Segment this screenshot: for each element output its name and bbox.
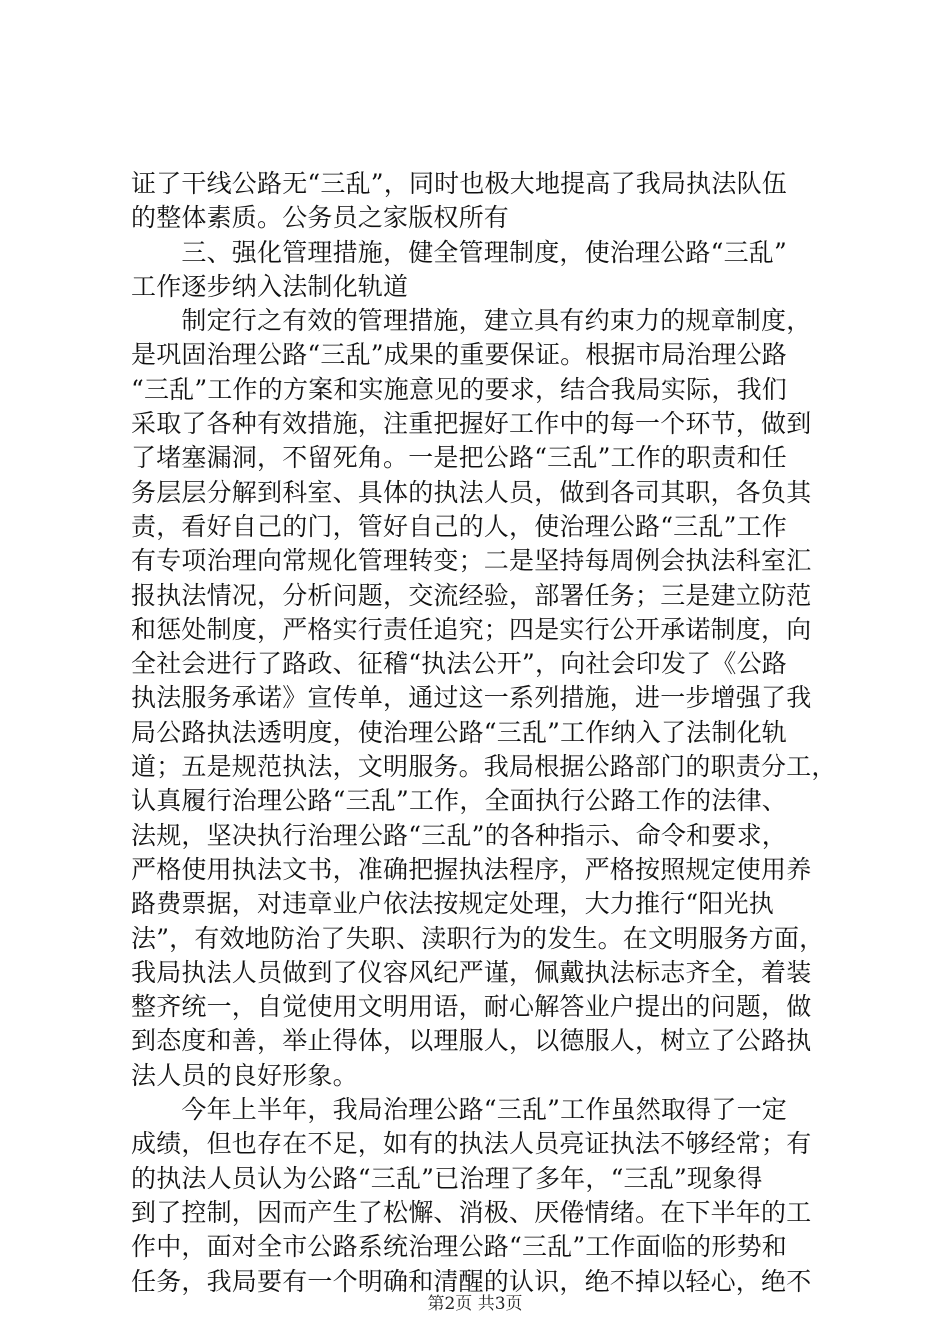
section-heading-line: 三、强化管理措施，健全管理制度，使治理公路“三乱” bbox=[131, 237, 787, 267]
text-line: 局公路执法透明度，使治理公路“三乱”工作纳入了法制化轨 bbox=[131, 717, 787, 747]
text-line: 的执法人员认为公路“三乱”已治理了多年，“三乱”现象得 bbox=[131, 1163, 763, 1193]
body-text bbox=[131, 167, 837, 1299]
text-line: 今年上半年，我局治理公路“三乱”工作虽然取得了一定 bbox=[131, 1095, 787, 1125]
text-line: 严格使用执法文书，准确把握执法程序，严格按照规定使用养 bbox=[131, 854, 812, 884]
text-line: 作中，面对全市公路系统治理公路“三乱”工作面临的形势和 bbox=[131, 1232, 787, 1262]
text-line: 整齐统一，自觉使用文明用语，耐心解答业户提出的问题，做 bbox=[131, 992, 812, 1022]
text-line: 制定行之有效的管理措施，建立具有约束力的规章制度， bbox=[131, 306, 812, 336]
text-line: 采取了各种有效措施，注重把握好工作中的每一个环节，做到 bbox=[131, 409, 812, 439]
text-line: 到态度和善，举止得体，以理服人，以德服人，树立了公路执 bbox=[131, 1026, 812, 1056]
text-line: 报执法情况，分析问题，交流经验，部署任务；三是建立防范 bbox=[131, 580, 812, 610]
text-line: 全社会进行了路政、征稽“执法公开”，向社会印发了《公路 bbox=[131, 649, 787, 679]
page-number-footer: 第2页 共3页 bbox=[427, 1294, 523, 1314]
text-line: 路费票据，对违章业户依法按规定处理，大力推行“阳光执 bbox=[131, 889, 774, 919]
text-line: 我局执法人员做到了仪容风纪严谨，佩戴执法标志齐全，着装 bbox=[131, 957, 812, 987]
text-line: 认真履行治理公路“三乱”工作，全面执行公路工作的法律、 bbox=[131, 786, 787, 816]
text-line: 证了干线公路无“三乱”，同时也极大地提高了我局执法队伍 bbox=[131, 169, 787, 198]
text-line: 法规，坚决执行治理公路“三乱”的各种指示、命令和要求， bbox=[131, 820, 787, 850]
text-line: 和惩处制度，严格实行责任追究；四是实行公开承诺制度，向 bbox=[131, 614, 812, 644]
text-line: 执法服务承诺》宣传单，通过这一系列措施，进一步增强了我 bbox=[131, 683, 812, 713]
text-line: “三乱”工作的方案和实施意见的要求，结合我局实际，我们 bbox=[131, 374, 787, 404]
text-line: 到了控制，因而产生了松懈、消极、厌倦情绪。在下半年的工 bbox=[131, 1197, 812, 1227]
text-line: 法人员的良好形象。 bbox=[131, 1060, 358, 1090]
text-line: 责，看好自己的门，管好自己的人，使治理公路“三乱”工作 bbox=[131, 511, 787, 541]
text-line: 任务，我局要有一个明确和清醒的认识，绝不掉以轻心，绝不 bbox=[131, 1266, 812, 1296]
text-line: 法”，有效地防治了失职、渎职行为的发生。在文明服务方面， bbox=[131, 923, 825, 953]
text-line: 务层层分解到科室、具体的执法人员，做到各司其职，各负其 bbox=[131, 477, 812, 507]
text-line: 成绩，但也存在不足，如有的执法人员亮证执法不够经常；有 bbox=[131, 1129, 812, 1159]
text-line: 了堵塞漏洞，不留死角。一是把公路“三乱”工作的职责和任 bbox=[131, 443, 787, 473]
text-line: 是巩固治理公路“三乱”成果的重要保证。根据市局治理公路 bbox=[131, 340, 787, 370]
text-line: 有专项治理向常规化管理转变；二是坚持每周例会执法科室汇 bbox=[131, 546, 812, 576]
text-line: 的整体素质。公务员之家版权所有 bbox=[131, 203, 510, 233]
text-line: 道；五是规范执法，文明服务。我局根据公路部门的职责分工， bbox=[131, 752, 837, 782]
section-heading-line: 工作逐步纳入法制化轨道 bbox=[131, 271, 409, 301]
